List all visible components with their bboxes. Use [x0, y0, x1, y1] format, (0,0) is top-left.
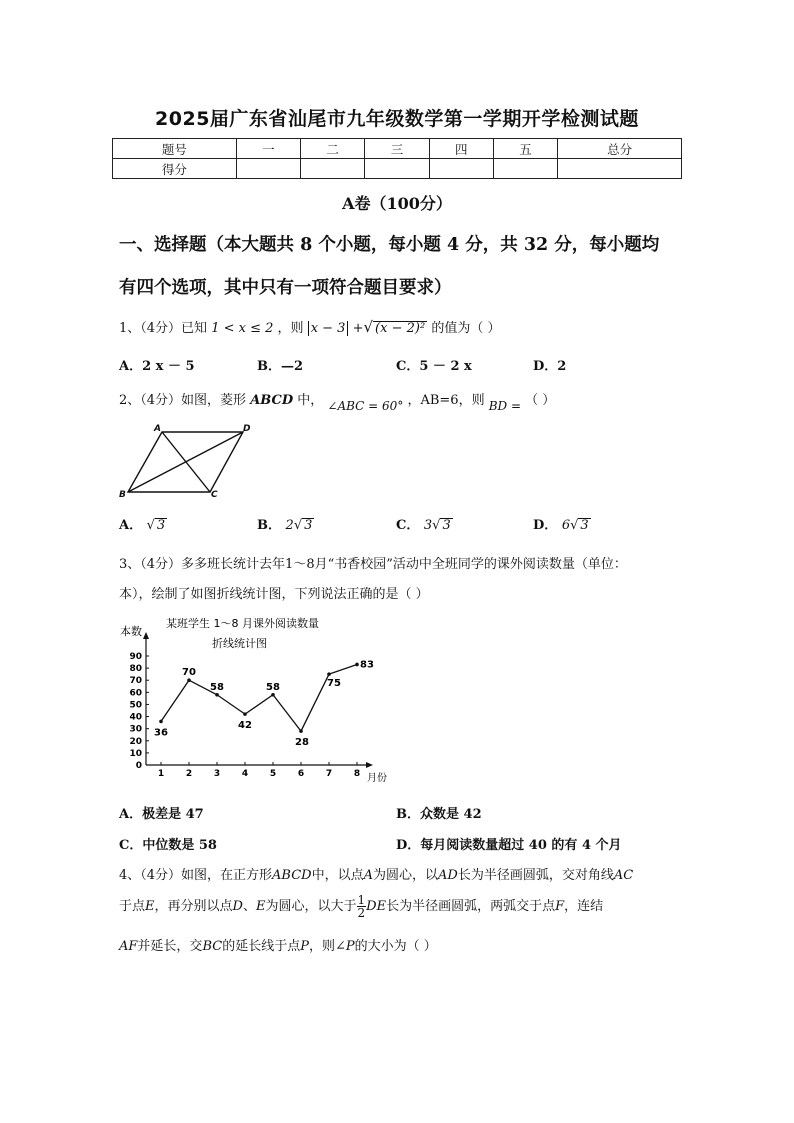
y-tick-label: 40 — [129, 712, 142, 723]
chart-x-axis-arrow — [366, 762, 373, 768]
data-point — [271, 693, 275, 697]
score-cell[interactable] — [429, 159, 493, 179]
data-point — [215, 693, 219, 697]
question-4-line3: AF并延长，交BC的延长线于点P，则∠P的大小为（ ） — [119, 939, 437, 954]
question-1: 1、（4分）已知 1 < x ≤ 2 ，则 x − 3 +√ (x − 2)² 的值为（ ） — [119, 318, 501, 336]
q1-condition: 1 < x ≤ 2 — [211, 321, 274, 336]
score-header-cell: 一 — [236, 139, 300, 159]
q1-option-c[interactable]: C．5 － 2 x — [396, 359, 472, 374]
q2-mid: 中， — [297, 393, 324, 408]
x-tick-label: 6 — [297, 769, 305, 779]
question-3-line2: 本），绘制了如图折线统计图，下列说法正确的是（ ） — [119, 587, 429, 602]
score-header-cell: 总分 — [558, 139, 682, 159]
q3-option-b[interactable]: B．众数是 42 — [396, 807, 482, 822]
data-label: 70 — [182, 667, 196, 679]
data-label: 28 — [295, 737, 309, 749]
data-label: 75 — [327, 678, 341, 690]
q2-angle: ∠ABC = 60° — [327, 399, 404, 413]
vertex-label-d: D — [243, 424, 251, 434]
chart-subtitle: 折线统计图 — [212, 637, 267, 650]
chart-title: 某班学生 1～8 月课外阅读数量 — [166, 617, 319, 630]
data-label: 83 — [360, 659, 374, 671]
question-3-line1: 3、（4分）多多班长统计去年1～8月“书香校园”活动中全班同学的课外阅读数量（单位： — [119, 557, 627, 572]
data-label: 58 — [266, 681, 280, 693]
score-header-cell: 五 — [493, 139, 557, 159]
x-tick-label: 4 — [241, 769, 249, 779]
q3-option-a[interactable]: A．极差是 47 — [119, 807, 204, 822]
y-tick-label: 90 — [129, 652, 142, 662]
data-point — [299, 729, 303, 733]
x-tick-label: 2 — [185, 769, 193, 779]
q1-abs-expression: x − 3 — [308, 321, 349, 336]
reading-line-chart — [118, 613, 387, 785]
score-header-cell: 题号 — [113, 139, 237, 159]
vertex-label-a: A — [154, 424, 161, 434]
data-label: 42 — [238, 720, 252, 732]
score-row-label: 得分 — [113, 159, 237, 179]
data-point — [327, 672, 331, 676]
x-tick-label: 7 — [325, 769, 333, 779]
score-cell[interactable] — [236, 159, 300, 179]
chart-x-label: 月份 — [367, 773, 387, 784]
y-tick-label: 70 — [129, 676, 142, 687]
score-cell[interactable] — [301, 159, 365, 179]
q1-option-b[interactable]: B．—2 — [257, 359, 304, 374]
y-tick-label: 50 — [129, 700, 142, 711]
section-heading-line1: 一、选择题（本大题共 8 个小题，每小题 4 分，共 32 分，每小题均 — [119, 235, 660, 255]
data-point — [187, 678, 191, 682]
y-tick-label: 0 — [135, 761, 142, 771]
data-point — [159, 720, 163, 724]
data-point — [355, 663, 359, 667]
chart-y-axis-arrow — [143, 632, 149, 639]
score-header-cell: 四 — [429, 139, 493, 159]
question-2 — [119, 389, 556, 413]
score-header-cell: 三 — [365, 139, 429, 159]
q1-mid: ，则 — [277, 321, 304, 336]
y-tick-label: 60 — [129, 688, 142, 699]
vertex-label-b: B — [119, 490, 126, 500]
data-label: 58 — [210, 681, 224, 693]
score-table-score-row — [113, 159, 682, 179]
rhombus-figure — [116, 420, 256, 502]
q2-option-b[interactable]: B． 2√ 3 — [257, 518, 313, 533]
y-tick-label: 80 — [129, 664, 142, 675]
score-table-header-row — [113, 139, 682, 159]
data-label: 36 — [154, 727, 168, 739]
y-tick-label: 10 — [129, 748, 142, 759]
q2-bd: BD = — [488, 399, 522, 413]
q2-mid2: ，AB=6，则 — [407, 393, 485, 408]
q2-option-c[interactable]: C． 3√ 3 — [396, 518, 451, 533]
q4-fraction: $\frac{1}{2}$ — [357, 893, 366, 920]
section-heading-line2: 有四个选项，其中只有一项符合题目要求） — [119, 278, 452, 298]
volume-label: A卷（100分） — [342, 194, 452, 213]
x-tick-label: 3 — [213, 769, 221, 779]
y-tick-label: 30 — [129, 724, 142, 735]
data-point — [243, 712, 247, 716]
score-cell[interactable] — [558, 159, 682, 179]
x-tick-label: 8 — [353, 769, 361, 779]
x-tick-label: 1 — [157, 769, 165, 779]
q2-prefix: 2、（4分）如图，菱形 — [119, 393, 247, 408]
q3-option-d[interactable]: D．每月阅读数量超过 40 的有 4 个月 — [396, 838, 622, 853]
q2-option-d[interactable]: D． 6√ 3 — [533, 518, 589, 533]
score-cell[interactable] — [493, 159, 557, 179]
q2-suffix: （ ） — [525, 393, 556, 408]
x-tick-label: 5 — [269, 769, 277, 779]
page-title: 2025届广东省汕尾市九年级数学第一学期开学检测试题 — [155, 108, 639, 130]
vertex-label-c: C — [211, 490, 218, 500]
q3-option-c[interactable]: C．中位数是 58 — [119, 838, 217, 853]
q1-prefix: 1、（4分）已知 — [119, 321, 208, 336]
q2-option-a[interactable]: A． √ 3 — [119, 518, 166, 533]
score-header-cell: 二 — [301, 139, 365, 159]
q1-sqrt-expression: (x − 2)² — [375, 321, 426, 336]
score-cell[interactable] — [365, 159, 429, 179]
q1-option-d[interactable]: D．2 — [533, 359, 567, 374]
chart-y-label: 本数 — [120, 625, 142, 638]
question-4-line1: 4、（4分）如图，在正方形ABCD中，以点A为圆心，以AD长为半径画圆弧，交对角线AC — [119, 868, 634, 883]
score-table — [112, 138, 682, 179]
q1-suffix: 的值为（ ） — [431, 321, 501, 336]
y-tick-label: 20 — [129, 736, 142, 747]
q1-option-a[interactable]: A．2 x － 5 — [119, 359, 195, 374]
q2-rhombus-name: ABCD — [250, 393, 294, 408]
question-4-line2: 于点E，再分别以点D、E为圆心，以大于 $\frac{1}{2}$ DE长为半径画圆弧，两弧交于点F，连结 — [119, 893, 604, 920]
